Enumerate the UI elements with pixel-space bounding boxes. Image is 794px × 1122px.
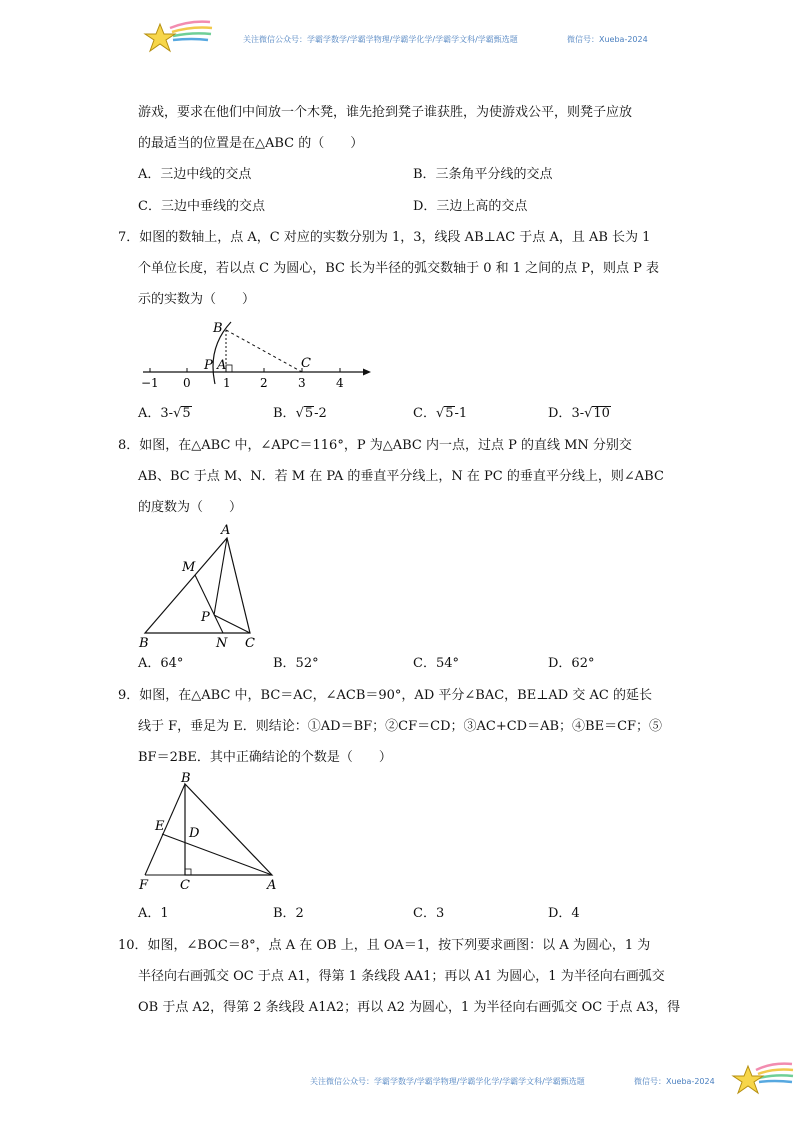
q7-label-p: P [204, 358, 213, 373]
q8-label-a: A [221, 523, 231, 538]
q8-line1: 8．如图，在△ABC 中，∠APC＝116°，P 为△ABC 内一点，过点 P 的直线 MN 分别交 [118, 438, 632, 453]
q7-option-d: D．3-√10 [548, 406, 610, 421]
q9-option-a: A．1 [138, 906, 169, 921]
q7-tick-label: 0 [183, 376, 191, 390]
q7-label-a: A [217, 358, 227, 373]
q8-label-p: P [201, 610, 210, 625]
header-text: 关注微信公众号：学霸学数学/学霸学物理/学霸学化学/学霸学文科/学霸甄选题 [243, 35, 518, 44]
q7-tick-label: 1 [223, 376, 231, 390]
q7-option-a: A．3-√5 [138, 406, 191, 421]
q9-segment-bf [145, 784, 185, 875]
q6-option-b: B．三条角平分线的交点 [413, 167, 553, 182]
q9-segment-ae [162, 834, 272, 875]
q7-line3: 示的实数为（ ） [138, 292, 256, 307]
star-logo-footer [730, 1058, 794, 1098]
q7-axis-arrow [363, 369, 371, 376]
q8-option-a: A．64° [138, 656, 184, 671]
q7-option-b: B．√5-2 [273, 406, 327, 421]
q8-option-c: C．54° [413, 656, 459, 671]
q7-right-angle [226, 365, 232, 372]
q9-label-f: F [139, 878, 149, 893]
q7-tick-label: 4 [336, 376, 344, 390]
q10-line3: OB 于点 A2，得第 2 条线段 A1A2；再以 A2 为圆心，1 为半径向右画弧交 OC 于点 A3，得 [138, 1000, 681, 1015]
q7-option-c: C．√5-1 [413, 406, 468, 421]
footer-text: 关注微信公众号：学霸学数学/学霸学物理/学霸学化学/学霸学文科/学霸甄选题 [310, 1077, 585, 1086]
q6-line2: 的最适当的位置是在△ABC 的（ ） [138, 136, 364, 151]
q8-line3: 的度数为（ ） [138, 500, 243, 515]
q9-right-angle [185, 869, 191, 875]
header-wechat: 微信号：Xueba-2024 [567, 35, 648, 44]
q9-option-b: B．2 [273, 906, 304, 921]
q9-label-a: A [267, 878, 277, 893]
q8-segment-pa [214, 538, 227, 615]
q8-option-b: B．52° [273, 656, 319, 671]
q7-label-b: B [213, 321, 223, 336]
q8-segment-pc [214, 615, 250, 633]
q8-triangle-figure [135, 520, 270, 650]
q9-label-c: C [180, 878, 190, 893]
q9-line3: BF＝2BE．其中正确结论的个数是（ ） [138, 750, 392, 765]
q6-option-c: C．三边中垂线的交点 [138, 199, 265, 214]
q9-option-c: C．3 [413, 906, 445, 921]
q10-line2: 半径向右画弧交 OC 于点 A1，得第 1 条线段 AA1；再以 A1 为圆心，1 为半径向右画弧交 [138, 969, 665, 984]
q10-line1: 10．如图，∠BOC＝8°，点 A 在 OB 上，且 OA＝1，按下列要求画图：以 A 为圆心，1 为 [118, 938, 651, 953]
star-logo [140, 18, 220, 58]
q8-label-c: C [245, 636, 255, 650]
q9-label-e: E [155, 819, 165, 834]
q8-option-d: D．62° [548, 656, 595, 671]
q7-line2: 个单位长度，若以点 C 为圆心，BC 长为半径的弧交数轴于 0 和 1 之间的点 P，则点 P 表 [138, 261, 660, 276]
q7-label-c: C [301, 356, 311, 371]
q7-number-line-figure [135, 318, 375, 393]
q9-option-d: D．4 [548, 906, 580, 921]
q6-option-d: D．三边上高的交点 [413, 199, 528, 214]
q7-tick-label: 3 [298, 376, 306, 390]
q9-line1: 9．如图，在△ABC 中，BC＝AC，∠ACB＝90°，AD 平分∠BAC，BE⊥AD 交 AC 的延长 [118, 688, 652, 703]
q9-line2: 线于 F，垂足为 E．则结论：①AD＝BF；②CF＝CD；③AC+CD＝AB；④BE＝CF；⑤ [138, 719, 663, 734]
q7-tick-label: 2 [260, 376, 268, 390]
q7-line1: 7．如图的数轴上，点 A，C 对应的实数分别为 1，3，线段 AB⊥AC 于点 A，且 AB 长为 1 [118, 230, 651, 245]
q8-label-b: B [139, 636, 149, 650]
q8-triangle-abc [145, 538, 250, 633]
q8-line2: AB、BC 于点 M、N．若 M 在 PA 的垂直平分线上，N 在 PC 的垂直平分线上，则∠ABC [138, 469, 664, 484]
q6-option-a: A．三边中线的交点 [138, 167, 252, 182]
q8-label-n: N [216, 636, 228, 650]
q9-label-b: B [181, 772, 191, 786]
footer-wechat: 微信号：Xueba-2024 [634, 1077, 715, 1086]
q9-triangle-figure [135, 772, 285, 897]
q7-segment-bc [226, 330, 302, 372]
q7-tick-label: −1 [141, 376, 159, 390]
q9-label-d: D [189, 826, 200, 841]
q8-label-m: M [182, 560, 196, 575]
q6-line1: 游戏，要求在他们中间放一个木凳，谁先抢到凳子谁获胜，为使游戏公平，则凳子应放 [138, 105, 633, 120]
